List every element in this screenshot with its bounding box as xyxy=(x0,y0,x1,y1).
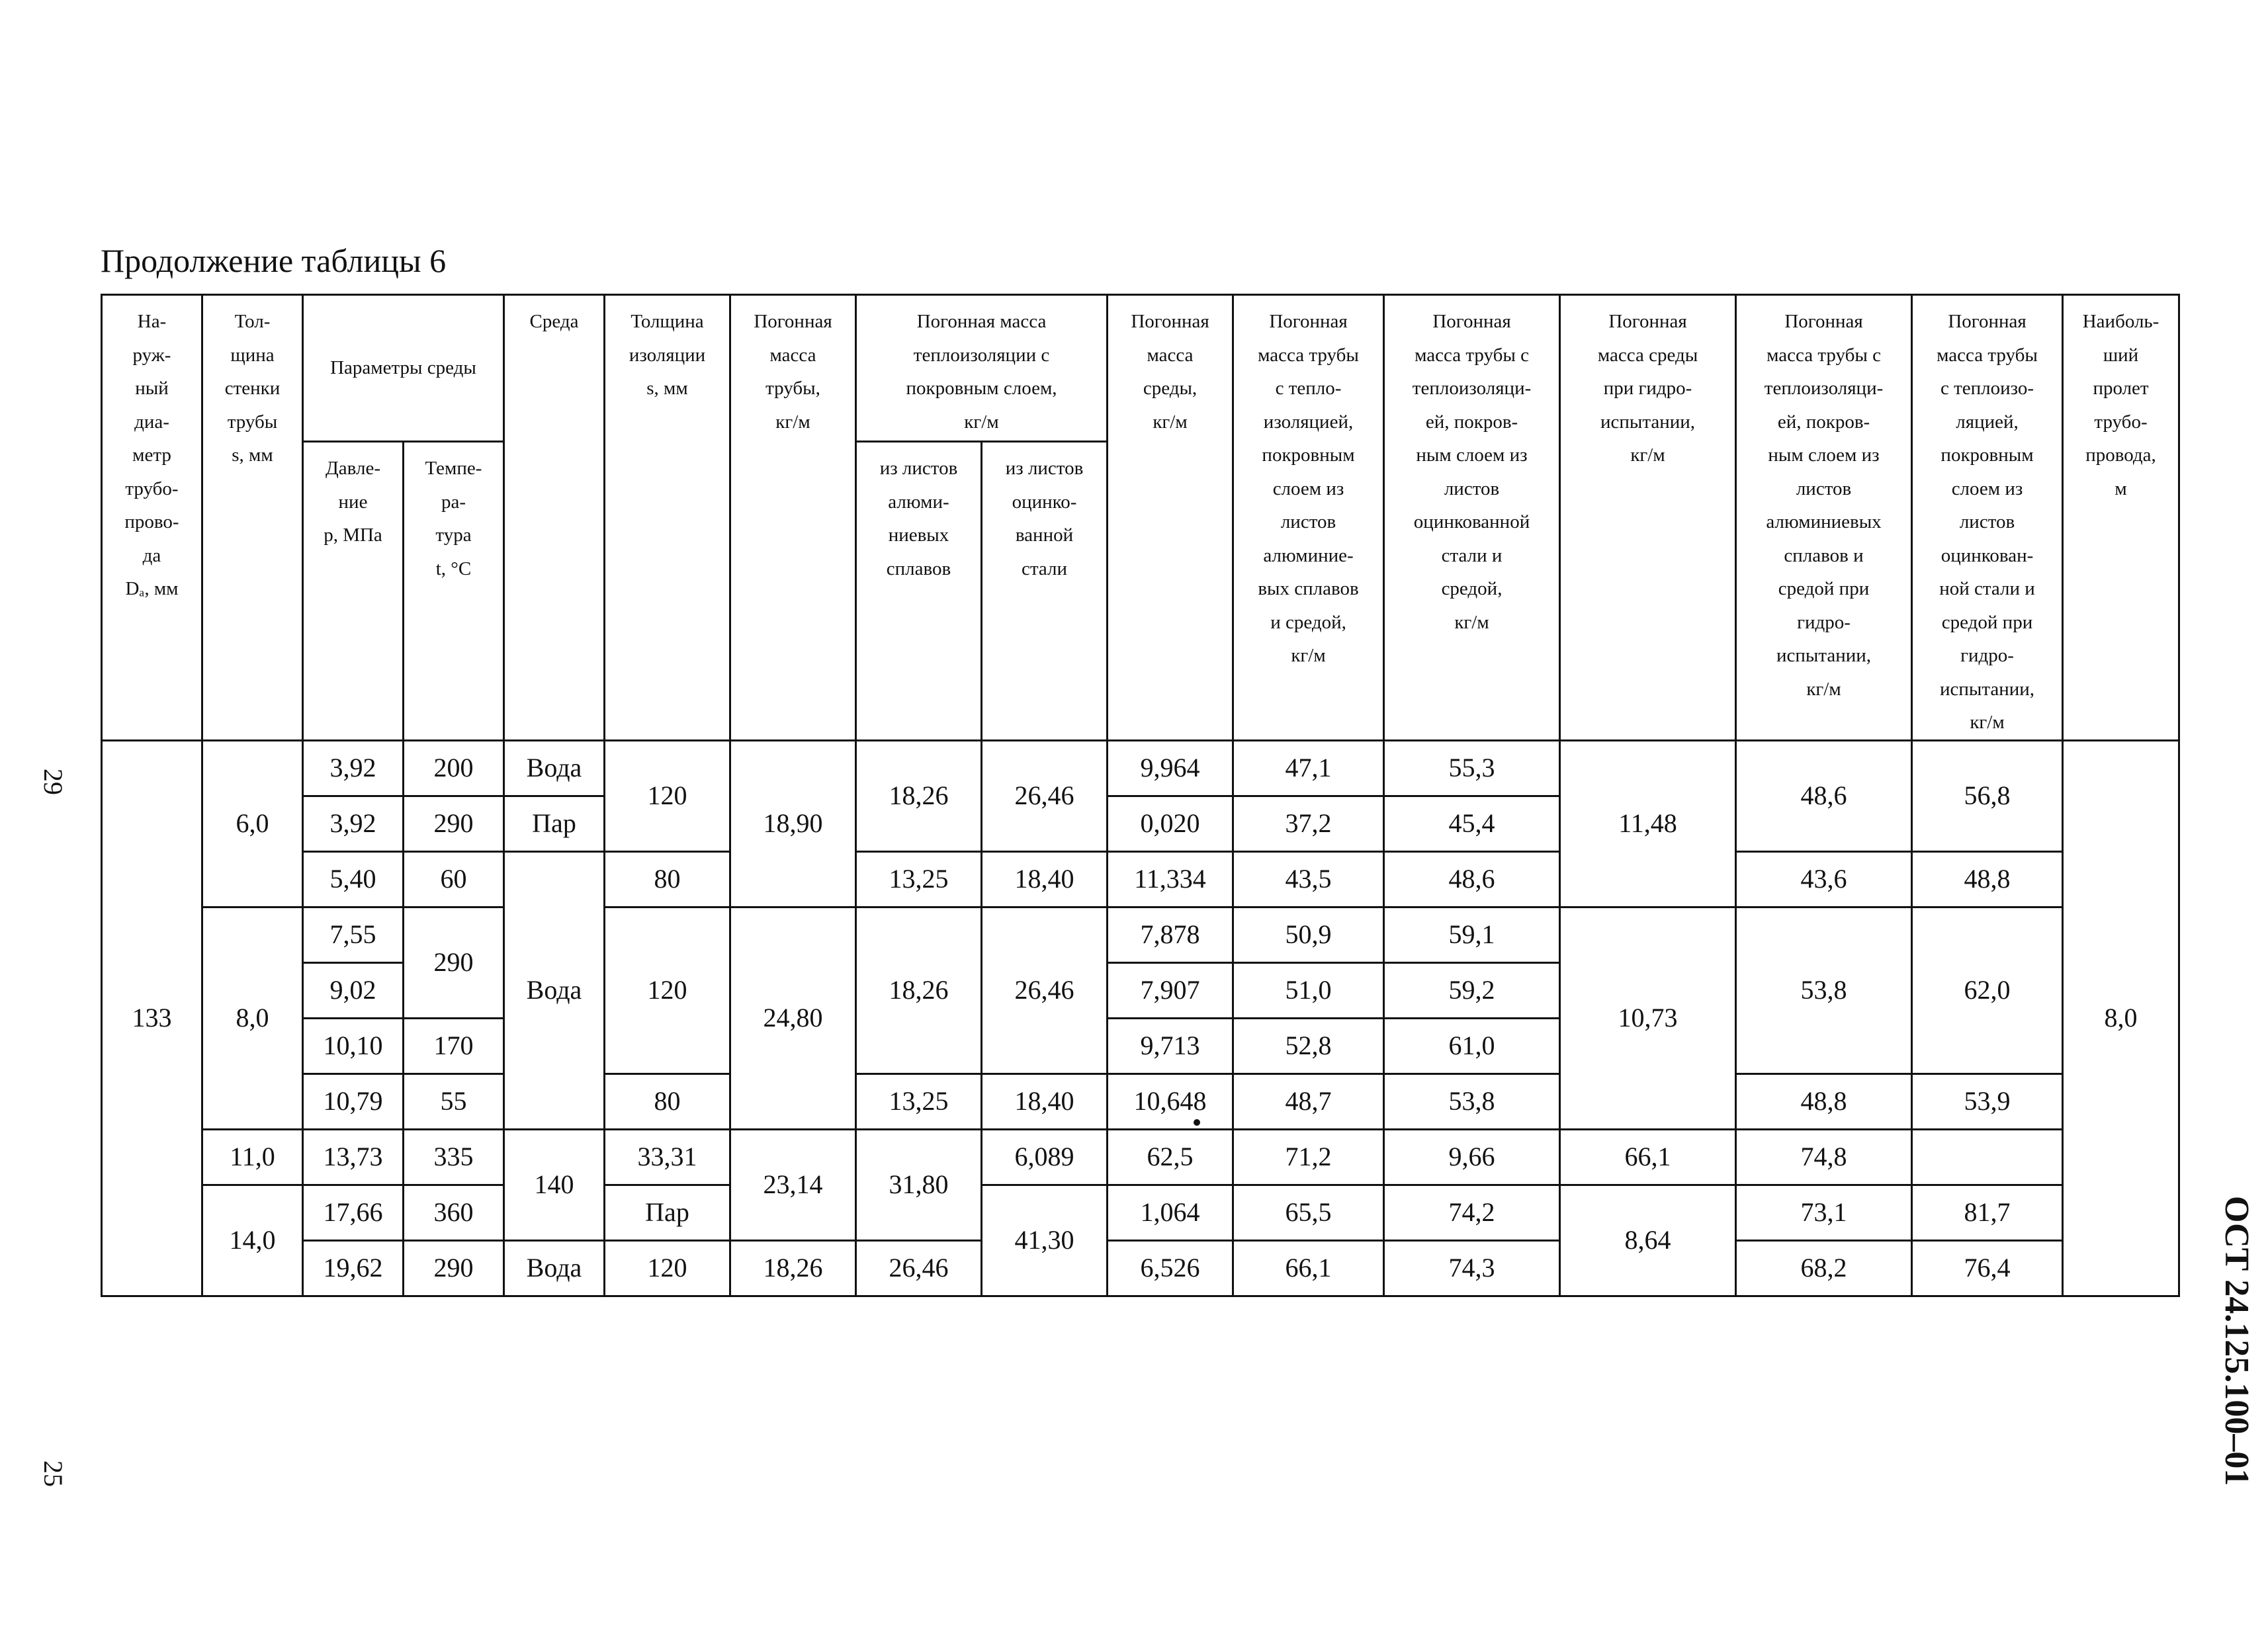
insulation-aluminium-cell: 18,26 xyxy=(856,740,982,851)
header-total-mass-steel: Погонная масса трубы с теплоизоляци- ей, покров- ным слоем из листов оцинкованной стали и средой, кг/м xyxy=(1384,295,1560,741)
hydrotest-steel-cell: 56,8 xyxy=(1912,740,2063,851)
insulation-cell: 120 xyxy=(605,1240,730,1296)
total-aluminium-cell: 47,1 xyxy=(1233,740,1384,796)
insulation-aluminium-cell: 18,26 xyxy=(730,1240,856,1296)
insulation-aluminium-cell: 13,25 xyxy=(856,851,982,907)
header-diameter: На- руж- ный диа- метр трубо- прово- да Dₐ, мм xyxy=(102,295,202,741)
total-steel-cell: 71,2 xyxy=(1233,1129,1384,1185)
header-pressure: Давле- ние p, МПа xyxy=(303,442,404,740)
header-insulation-mass: Погонная масса теплоизоляции с покровным слоем, кг/м xyxy=(856,295,1108,442)
hydrotest-steel-cell: 62,0 xyxy=(1912,907,2063,1074)
insulation-steel-cell: 26,46 xyxy=(856,1240,982,1296)
total-steel-cell: 55,3 xyxy=(1384,740,1560,796)
header-pipe-mass: Погонная масса трубы, кг/м xyxy=(730,295,856,741)
insulation-steel-cell: 26,46 xyxy=(982,907,1108,1074)
hydrotest-steel-cell: 76,4 xyxy=(1912,1240,2063,1296)
header-temperature: Темпе- ра- тура t, °С xyxy=(404,442,504,740)
pressure-cell: 3,92 xyxy=(303,796,404,851)
total-aluminium-cell: 51,0 xyxy=(1233,962,1384,1018)
pressure-cell: 9,02 xyxy=(303,962,404,1018)
temperature-cell: 200 xyxy=(404,740,504,796)
insulation-cell: 80 xyxy=(605,1074,730,1129)
header-medium: Среда xyxy=(504,295,605,741)
insulation-aluminium-cell: 23,14 xyxy=(730,1129,856,1240)
total-steel-cell: 45,4 xyxy=(1384,796,1560,851)
header-medium-parameters: Параметры среды xyxy=(303,295,504,442)
wall-cell: 11,0 xyxy=(202,1129,303,1185)
hydrotest-medium-cell: 11,48 xyxy=(1560,740,1736,907)
total-steel-cell: 59,2 xyxy=(1384,962,1560,1018)
pressure-cell: 10,79 xyxy=(303,1074,404,1129)
pressure-cell: 13,73 xyxy=(303,1129,404,1185)
medium-cell: Пар xyxy=(605,1185,730,1240)
total-steel-cell: 59,1 xyxy=(1384,907,1560,962)
header-max-span: Наиболь- ший пролет трубо- провода, м xyxy=(2063,295,2179,741)
insulation-steel-cell: 18,40 xyxy=(982,1074,1108,1129)
medium-cell: Вода xyxy=(504,851,605,1129)
header-hydrotest-mass-aluminium: Погонная масса трубы с теплоизоляци- ей, покров- ным слоем из листов алюминиевых сплавов и средой при гидро- испытании, кг/м xyxy=(1736,295,1912,741)
pressure-cell: 17,66 xyxy=(303,1185,404,1240)
pipeline-mass-table xyxy=(101,294,2180,1297)
pressure-cell: 10,10 xyxy=(303,1018,404,1074)
insulation-steel-cell: 18,40 xyxy=(982,851,1108,907)
header-insulation-thickness: Толщина изоляции s, мм xyxy=(605,295,730,741)
header-insulation-steel: из листов оцинко- ванной стали xyxy=(982,442,1108,740)
temperature-cell: 60 xyxy=(404,851,504,907)
page-number-upper: 29 xyxy=(38,769,68,795)
pipe-mass-cell: 18,90 xyxy=(730,740,856,907)
pressure-cell: 19,62 xyxy=(303,1240,404,1296)
total-aluminium-cell: 50,9 xyxy=(1233,907,1384,962)
hydrotest-aluminium-cell: 53,8 xyxy=(1736,907,1912,1074)
table-caption: Продолжение таблицы 6 xyxy=(101,242,447,279)
temperature-cell: 360 xyxy=(404,1185,504,1240)
insulation-cell: 80 xyxy=(605,851,730,907)
total-aluminium-cell: 66,1 xyxy=(1233,1240,1384,1296)
pressure-cell: 7,55 xyxy=(303,907,404,962)
medium-mass-cell: 0,020 xyxy=(1108,796,1233,851)
total-aluminium-cell: 43,5 xyxy=(1233,851,1384,907)
header-medium-mass: Погонная масса среды, кг/м xyxy=(1108,295,1233,741)
medium-mass-cell: 7,907 xyxy=(1108,962,1233,1018)
header-hydrotest-medium-mass: Погонная масса среды при гидро- испытании, кг/м xyxy=(1560,295,1736,741)
temperature-cell: 290 xyxy=(404,1240,504,1296)
header-insulation-aluminium: из листов алюми- ниевых сплавов xyxy=(856,442,982,740)
print-speck xyxy=(1194,1119,1200,1126)
medium-mass-cell: 9,964 xyxy=(1108,740,1233,796)
insulation-aluminium-cell: 18,26 xyxy=(856,907,982,1074)
medium-mass-cell: 9,713 xyxy=(1108,1018,1233,1074)
total-aluminium-cell: 65,5 xyxy=(1233,1185,1384,1240)
hydrotest-medium-cell: 10,73 xyxy=(1560,907,1736,1129)
medium-mass-cell: 1,064 xyxy=(1108,1185,1233,1240)
temperature-cell: 290 xyxy=(404,796,504,851)
pressure-cell: 3,92 xyxy=(303,740,404,796)
total-steel-cell: 74,2 xyxy=(1384,1185,1560,1240)
pipe-mass-cell: 33,31 xyxy=(605,1129,730,1185)
hydrotest-medium-cell: 8,64 xyxy=(1560,1185,1736,1296)
temperature-cell: 290 xyxy=(404,907,504,1018)
total-steel-cell: 74,3 xyxy=(1384,1240,1560,1296)
temperature-cell: 335 xyxy=(404,1129,504,1185)
total-aluminium-cell: 62,5 xyxy=(1108,1129,1233,1185)
hydrotest-steel-cell: 48,8 xyxy=(1912,851,2063,907)
insulation-cell: 120 xyxy=(605,907,730,1074)
total-aluminium-cell: 52,8 xyxy=(1233,1018,1384,1074)
total-aluminium-cell: 48,7 xyxy=(1233,1074,1384,1129)
medium-mass-cell: 10,648 xyxy=(1108,1074,1233,1129)
wall-cell: 8,0 xyxy=(202,907,303,1129)
hydrotest-aluminium-cell: 43,6 xyxy=(1736,851,1912,907)
hydrotest-aluminium-cell: 48,6 xyxy=(1736,740,1912,851)
wall-cell: 6,0 xyxy=(202,740,303,907)
medium-cell: Вода xyxy=(504,1240,605,1296)
document-standard-id: ОСТ 24.125.100–01 xyxy=(2218,1196,2255,1486)
medium-cell: Вода xyxy=(504,740,605,796)
total-steel-cell: 53,8 xyxy=(1384,1074,1560,1129)
medium-mass-cell: 6,089 xyxy=(982,1129,1108,1185)
span-cell: 8,0 xyxy=(2063,740,2179,1296)
medium-mass-cell: 6,526 xyxy=(1108,1240,1233,1296)
header-total-mass-aluminium: Погонная масса трубы с тепло- изоляцией, покровным слоем из листов алюминие- вых сплавов и средой, кг/м xyxy=(1233,295,1384,741)
insulation-steel-cell: 26,46 xyxy=(982,740,1108,851)
header-wall-thickness: Тол- щина стенки трубы s, мм xyxy=(202,295,303,741)
medium-mass-cell: 7,878 xyxy=(1108,907,1233,962)
header-hydrotest-mass-steel: Погонная масса трубы с теплоизо- ляцией, покровным слоем из листов оцинкован- ной стали и средой при гидро- испытании, кг/м xyxy=(1912,295,2063,741)
total-steel-cell: 48,6 xyxy=(1384,851,1560,907)
insulation-aluminium-cell: 13,25 xyxy=(856,1074,982,1129)
hydrotest-steel-cell: 74,8 xyxy=(1736,1129,1912,1185)
pipe-mass-cell: 24,80 xyxy=(730,907,856,1129)
temperature-cell: 55 xyxy=(404,1074,504,1129)
insulation-cell: 120 xyxy=(605,740,730,851)
page-number-lower: 25 xyxy=(38,1460,68,1487)
hydrotest-medium-cell: 9,66 xyxy=(1384,1129,1560,1185)
medium-mass-cell: 11,334 xyxy=(1108,851,1233,907)
wall-cell: 14,0 xyxy=(202,1185,303,1296)
hydrotest-aluminium-cell: 73,1 xyxy=(1736,1185,1912,1240)
hydrotest-aluminium-cell: 66,1 xyxy=(1560,1129,1736,1185)
hydrotest-aluminium-cell: 68,2 xyxy=(1736,1240,1912,1296)
hydrotest-aluminium-cell: 48,8 xyxy=(1736,1074,1912,1129)
insulation-steel-cell: 31,80 xyxy=(856,1129,982,1240)
hydrotest-steel-cell: 53,9 xyxy=(1912,1074,2063,1129)
pressure-cell: 5,40 xyxy=(303,851,404,907)
pipe-mass-cell: 41,30 xyxy=(982,1185,1108,1296)
hydrotest-steel-cell: 81,7 xyxy=(1912,1185,2063,1240)
diameter-cell: 133 xyxy=(102,740,202,1296)
insulation-cell: 140 xyxy=(504,1129,605,1240)
temperature-cell: 170 xyxy=(404,1018,504,1074)
total-steel-cell: 61,0 xyxy=(1384,1018,1560,1074)
total-aluminium-cell: 37,2 xyxy=(1233,796,1384,851)
medium-cell: Пар xyxy=(504,796,605,851)
